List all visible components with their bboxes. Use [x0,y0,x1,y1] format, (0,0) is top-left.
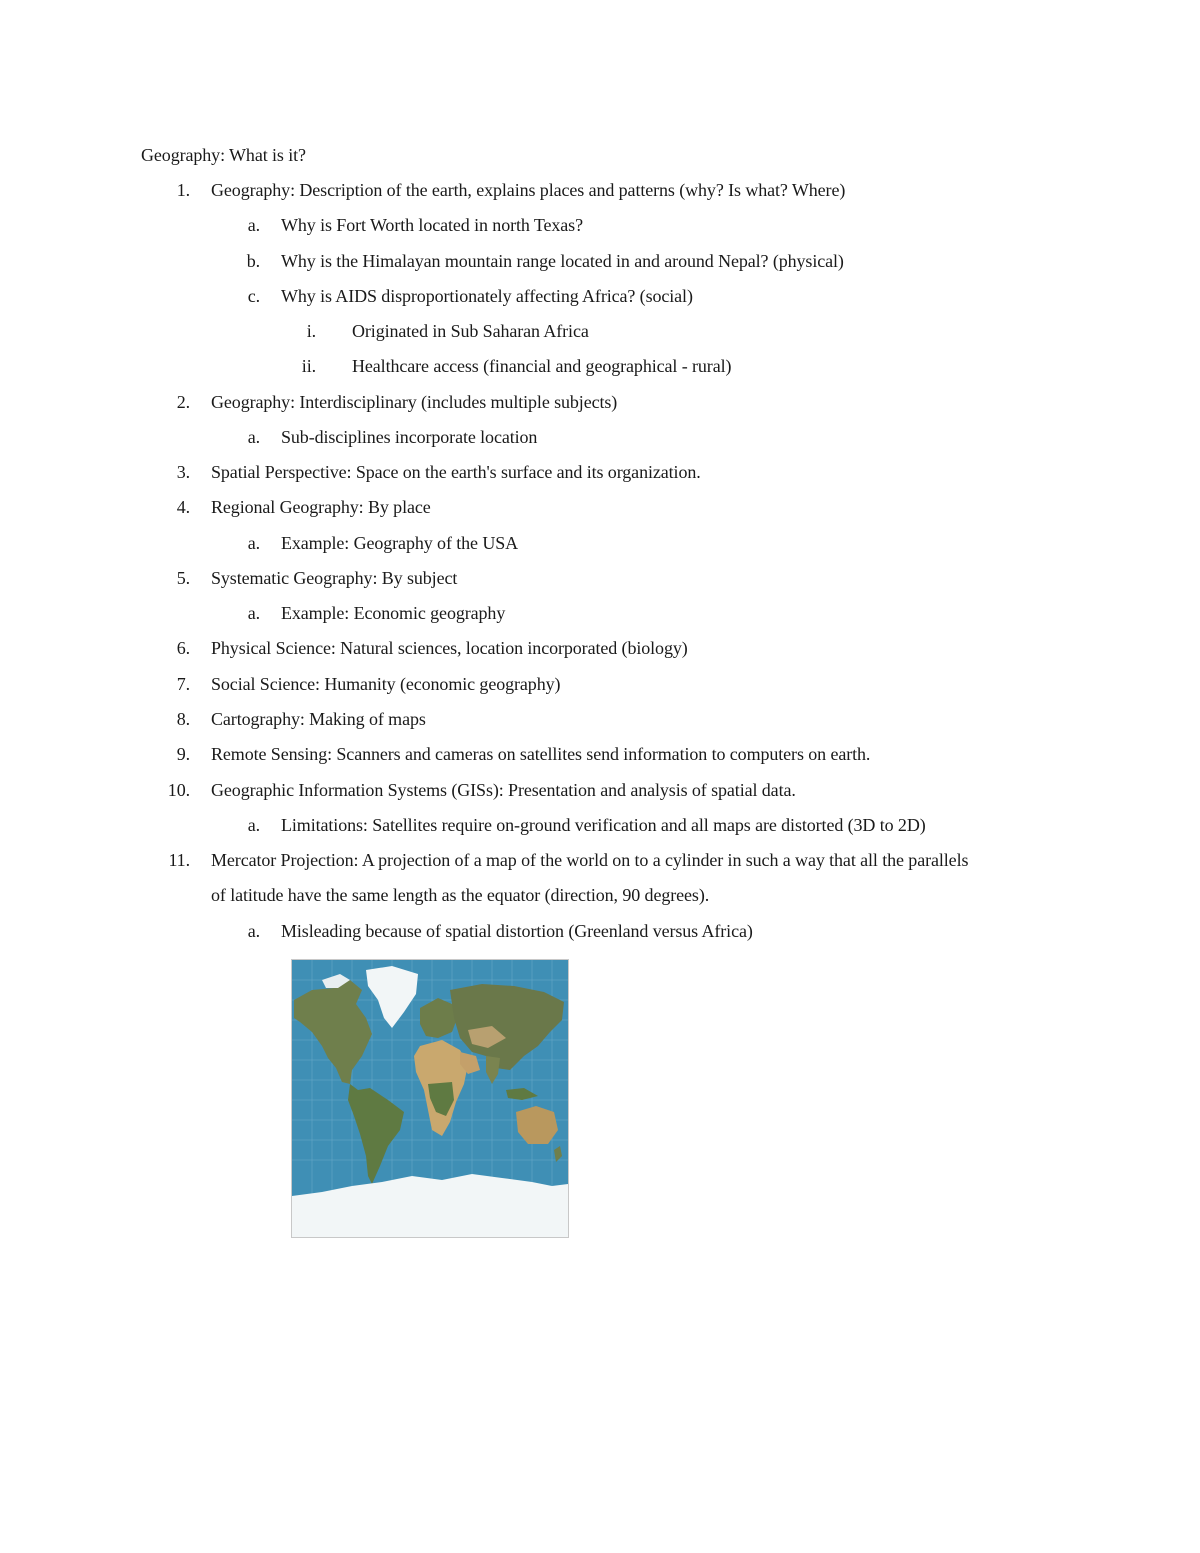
list-text: Remote Sensing: Scanners and cameras on satellites send information to computers on earth. [211,744,871,764]
list-marker: 4. [176,497,190,517]
list-text: Geography: Interdisciplinary (includes multiple subjects) [211,392,618,412]
list-marker: 5. [176,568,190,588]
list-text: Systematic Geography: By subject [211,568,458,588]
list-text: Geography: Description of the earth, explains places and patterns (why? Is what? Where) [211,180,846,200]
list-marker: 7. [176,674,190,694]
list-marker: 3. [176,462,190,482]
list-text: Social Science: Humanity (economic geography) [211,674,561,694]
list-marker: i. [306,321,316,341]
mercator-world-map-image [291,959,569,1238]
list-marker: 6. [176,638,190,658]
list-text: Geographic Information Systems (GISs): Presentation and analysis of spatial data. [211,780,796,800]
list-text: Originated in Sub Saharan Africa [352,321,589,341]
list-marker: 1. [176,180,190,200]
list-marker: a. [247,533,260,553]
list-text: Why is Fort Worth located in north Texas? [281,215,583,235]
list-marker: c. [247,286,260,306]
list-marker: 10. [167,780,190,800]
list-marker: a. [247,427,260,447]
list-text: Example: Economic geography [281,603,506,623]
list-marker: b. [246,251,260,271]
list-marker: ii. [301,356,316,376]
list-marker: 2. [176,392,190,412]
list-text: Example: Geography of the USA [281,533,519,553]
list-text: Mercator Projection: A projection of a map of the world on to a cylinder in such a way that all the parallels [211,850,969,870]
list-text: Cartography: Making of maps [211,709,426,729]
list-text: Regional Geography: By place [211,497,431,517]
list-marker: a. [247,215,260,235]
list-marker: 11. [168,850,190,870]
list-text: Limitations: Satellites require on-ground verification and all maps are distorted (3D to 2D) [281,815,926,835]
list-marker: 8. [176,709,190,729]
list-marker: a. [247,921,260,941]
list-text: Why is the Himalayan mountain range located in and around Nepal? (physical) [281,251,844,271]
list-text: Physical Science: Natural sciences, location incorporated (biology) [211,638,688,658]
list-text: Spatial Perspective: Space on the earth's surface and its organization. [211,462,701,482]
list-marker: a. [247,815,260,835]
list-text: Misleading because of spatial distortion (Greenland versus Africa) [281,921,753,941]
document-title: Geography: What is it? [141,145,306,165]
list-marker: 9. [176,744,190,764]
list-text: Sub-disciplines incorporate location [281,427,538,447]
list-marker: a. [247,603,260,623]
list-text: of latitude have the same length as the equator (direction, 90 degrees). [211,885,710,905]
list-text: Why is AIDS disproportionately affecting Africa? (social) [281,286,693,306]
list-text: Healthcare access (financial and geographical - rural) [352,356,732,376]
